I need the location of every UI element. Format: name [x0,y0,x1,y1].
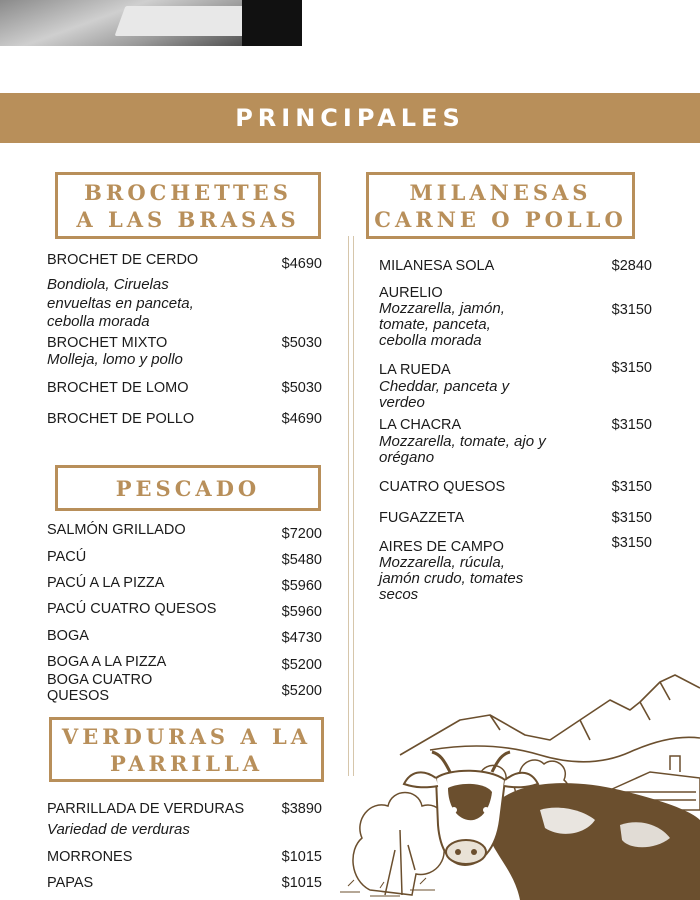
parrillada-verduras-price: $3890 [281,801,322,817]
food-photo [0,0,302,46]
brochet-cerdo-price: $4690 [281,256,322,272]
la-chacra-name: LA CHACRA [379,417,462,433]
aurelio-desc-2: tomate, panceta, [379,316,491,333]
papas-name: PAPAS [47,875,94,891]
pescado-heading-box [55,465,321,511]
aires-de-campo-name: AIRES DE CAMPO [379,539,504,555]
aires-de-campo-desc-2: jamón crudo, tomates [379,570,524,587]
boga-cuatro-quesos-name-2: QUESOS [47,688,110,704]
papas-price: $1015 [281,875,322,891]
aurelio-name: AURELIO [379,285,443,301]
brochet-cerdo-desc-1: Bondiola, Ciruelas [47,276,169,293]
pacu-name: PACÚ [47,549,87,565]
morrones-name: MORRONES [47,849,133,865]
verduras-title-line1: VERDURAS A LA [61,723,312,749]
brochet-mixto-price: $5030 [281,335,322,351]
brochet-mixto-name: BROCHET MIXTO [47,335,168,351]
brochet-cerdo-desc-2: envueltas en panceta, [47,295,194,312]
la-rueda-name: LA RUEDA [379,362,451,378]
verduras-title-line2: PARRILLA [109,750,264,776]
brochet-pollo-name: BROCHET DE POLLO [47,411,195,427]
brochet-lomo-name: BROCHET DE LOMO [47,380,189,396]
la-chacra-desc-2: orégano [379,449,435,466]
brochet-cerdo-desc-3: cebolla morada [47,313,150,330]
hill-line [430,737,700,762]
aires-de-campo-desc-3: secos [379,586,419,603]
plate-shape [115,6,256,36]
la-rueda-price: $3150 [611,360,652,376]
pacu-price: $5480 [281,552,322,568]
cuatro-quesos-price: $3150 [611,479,652,495]
pescado-title: PESCADO [115,475,261,501]
photo-shadow [242,0,302,46]
parrillada-verduras-desc: Variedad de verduras [47,821,190,838]
milanesas-title-line2: CARNE O POLLO [374,206,627,232]
brochettes-title-line2: A LAS BRASAS [76,206,300,232]
brochet-cerdo-name: BROCHET DE CERDO [47,252,199,268]
brochet-lomo-price: $5030 [281,380,322,396]
section-title: PRINCIPALES [235,104,465,132]
pacu-cuatro-quesos-price: $5960 [281,604,322,620]
milanesas-heading-box [366,172,635,239]
pacu-cuatro-quesos-name: PACÚ CUATRO QUESOS [47,601,217,617]
aires-de-campo-price: $3150 [611,535,652,551]
pacu-pizza-name: PACÚ A LA PIZZA [47,575,165,591]
aires-de-campo-desc-1: Mozzarella, rúcula, [379,554,505,571]
aurelio-desc-3: cebolla morada [379,332,482,349]
boga-name: BOGA [47,628,89,644]
pacu-pizza-price: $5960 [281,578,322,594]
milanesas-title-line1: MILANESAS [409,179,592,205]
morrones-price: $1015 [281,849,322,865]
la-chacra-desc-1: Mozzarella, tomate, ajo y [379,433,546,450]
la-rueda-desc-2: verdeo [379,394,425,411]
boga-pizza-name: BOGA A LA PIZZA [47,654,167,670]
aurelio-price: $3150 [611,302,652,318]
salmon-grillado-name: SALMÓN GRILLADO [47,522,186,538]
cow-landscape-illustration [340,660,700,900]
parrillada-verduras-name: PARRILLADA DE VERDURAS [47,801,245,817]
brochettes-heading-box [55,172,321,239]
boga-cuatro-quesos-name-1: BOGA CUATRO [47,672,153,688]
fugazzeta-price: $3150 [611,510,652,526]
brochettes-title-line1: BROCHETTES [84,179,292,205]
boga-pizza-price: $5200 [281,657,322,673]
boga-price: $4730 [281,630,322,646]
verduras-heading-box [49,717,324,782]
fugazzeta-name: FUGAZZETA [379,510,465,526]
milanesa-sola-price: $2840 [611,258,652,274]
brochet-mixto-desc: Molleja, lomo y pollo [47,351,183,368]
salmon-grillado-price: $7200 [281,526,322,542]
boga-cuatro-quesos-price: $5200 [281,683,322,699]
la-chacra-price: $3150 [611,417,652,433]
brochet-pollo-price: $4690 [281,411,322,427]
la-rueda-desc-1: Cheddar, panceta y [379,378,510,395]
cuatro-quesos-name: CUATRO QUESOS [379,479,506,495]
aurelio-desc-1: Mozzarella, jamón, [379,300,505,317]
milanesa-sola-name: MILANESA SOLA [379,258,495,274]
